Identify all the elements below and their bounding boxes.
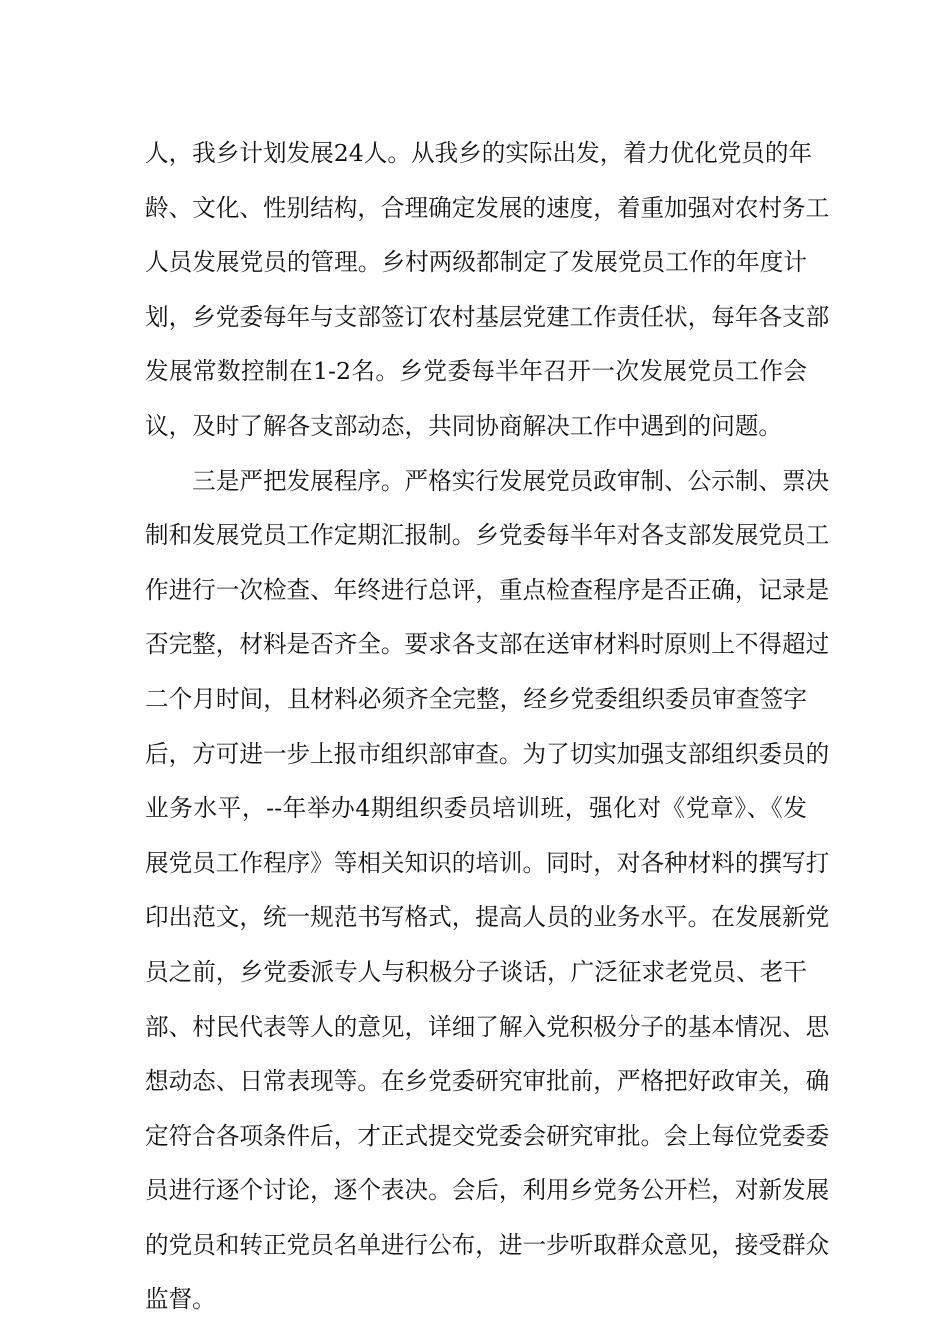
text-line: 的党员和转正党员名单进行公布，进一步听取群众意见，接受群众 xyxy=(145,1230,830,1259)
text-line: 二个月时间，且材料必须齐全完整，经乡党委组织委员审查签字 xyxy=(145,684,807,713)
text-line: 后，方可进一步上报市组织部审查。为了切实加强支部组织委员的 xyxy=(145,739,830,768)
text-line: 部、村民代表等人的意见，详细了解入党积极分子的基本情况、思 xyxy=(145,1012,830,1041)
text-line: 员之前，乡党委派专人与积极分子谈话，广泛征求老党员、老干 xyxy=(145,957,807,986)
text-line: 划，乡党委每年与支部签订农村基层党建工作责任状，每年各支部 xyxy=(145,302,830,331)
text-line: 定符合各项条件后，才正式提交党委会研究审批。会上每位党委委 xyxy=(145,1121,830,1150)
text-line: 制和发展党员工作定期汇报制。乡党委每半年对各支部发展党员工 xyxy=(145,521,830,550)
text-line: 展党员工作程序》等相关知识的培训。同时，对各种材料的撰写打 xyxy=(145,848,830,877)
text-line: 否完整，材料是否齐全。要求各支部在送审材料时原则上不得超过 xyxy=(145,630,830,659)
text-line: 议，及时了解各支部动态，共同协商解决工作中遇到的问题。 xyxy=(145,411,783,440)
text-line: 发展常数控制在1-2名。乡党委每半年召开一次发展党员工作会 xyxy=(145,357,807,386)
text-line: 人，我乡计划发展24人。从我乡的实际出发，着力优化党员的年 xyxy=(145,139,813,167)
text-line: 三是严把发展程序。严格实行发展党员政审制、公示制、票决 xyxy=(145,466,830,495)
text-line: 龄、文化、性别结构，合理确定发展的速度，着重加强对农村务工 xyxy=(145,193,830,222)
text-line: 员进行逐个讨论，逐个表决。会后，利用乡党务公开栏，对新发展 xyxy=(145,1176,830,1205)
text-line: 想动态、日常表现等。在乡党委研究审批前，严格把好政审关，确 xyxy=(145,1067,830,1096)
text-line: 监督。 xyxy=(145,1285,216,1314)
body-text xyxy=(145,126,830,1327)
text-line: 人员发展党员的管理。乡村两级都制定了发展党员工作的年度计 xyxy=(145,248,807,277)
text-line: 业务水平，--年举办4期组织委员培训班，强化对《党章》、《发 xyxy=(145,794,807,823)
text-line: 作进行一次检查、年终进行总评，重点检查程序是否正确，记录是 xyxy=(145,575,830,604)
text-line: 印出范文，统一规范书写格式，提高人员的业务水平。在发展新党 xyxy=(145,903,830,932)
